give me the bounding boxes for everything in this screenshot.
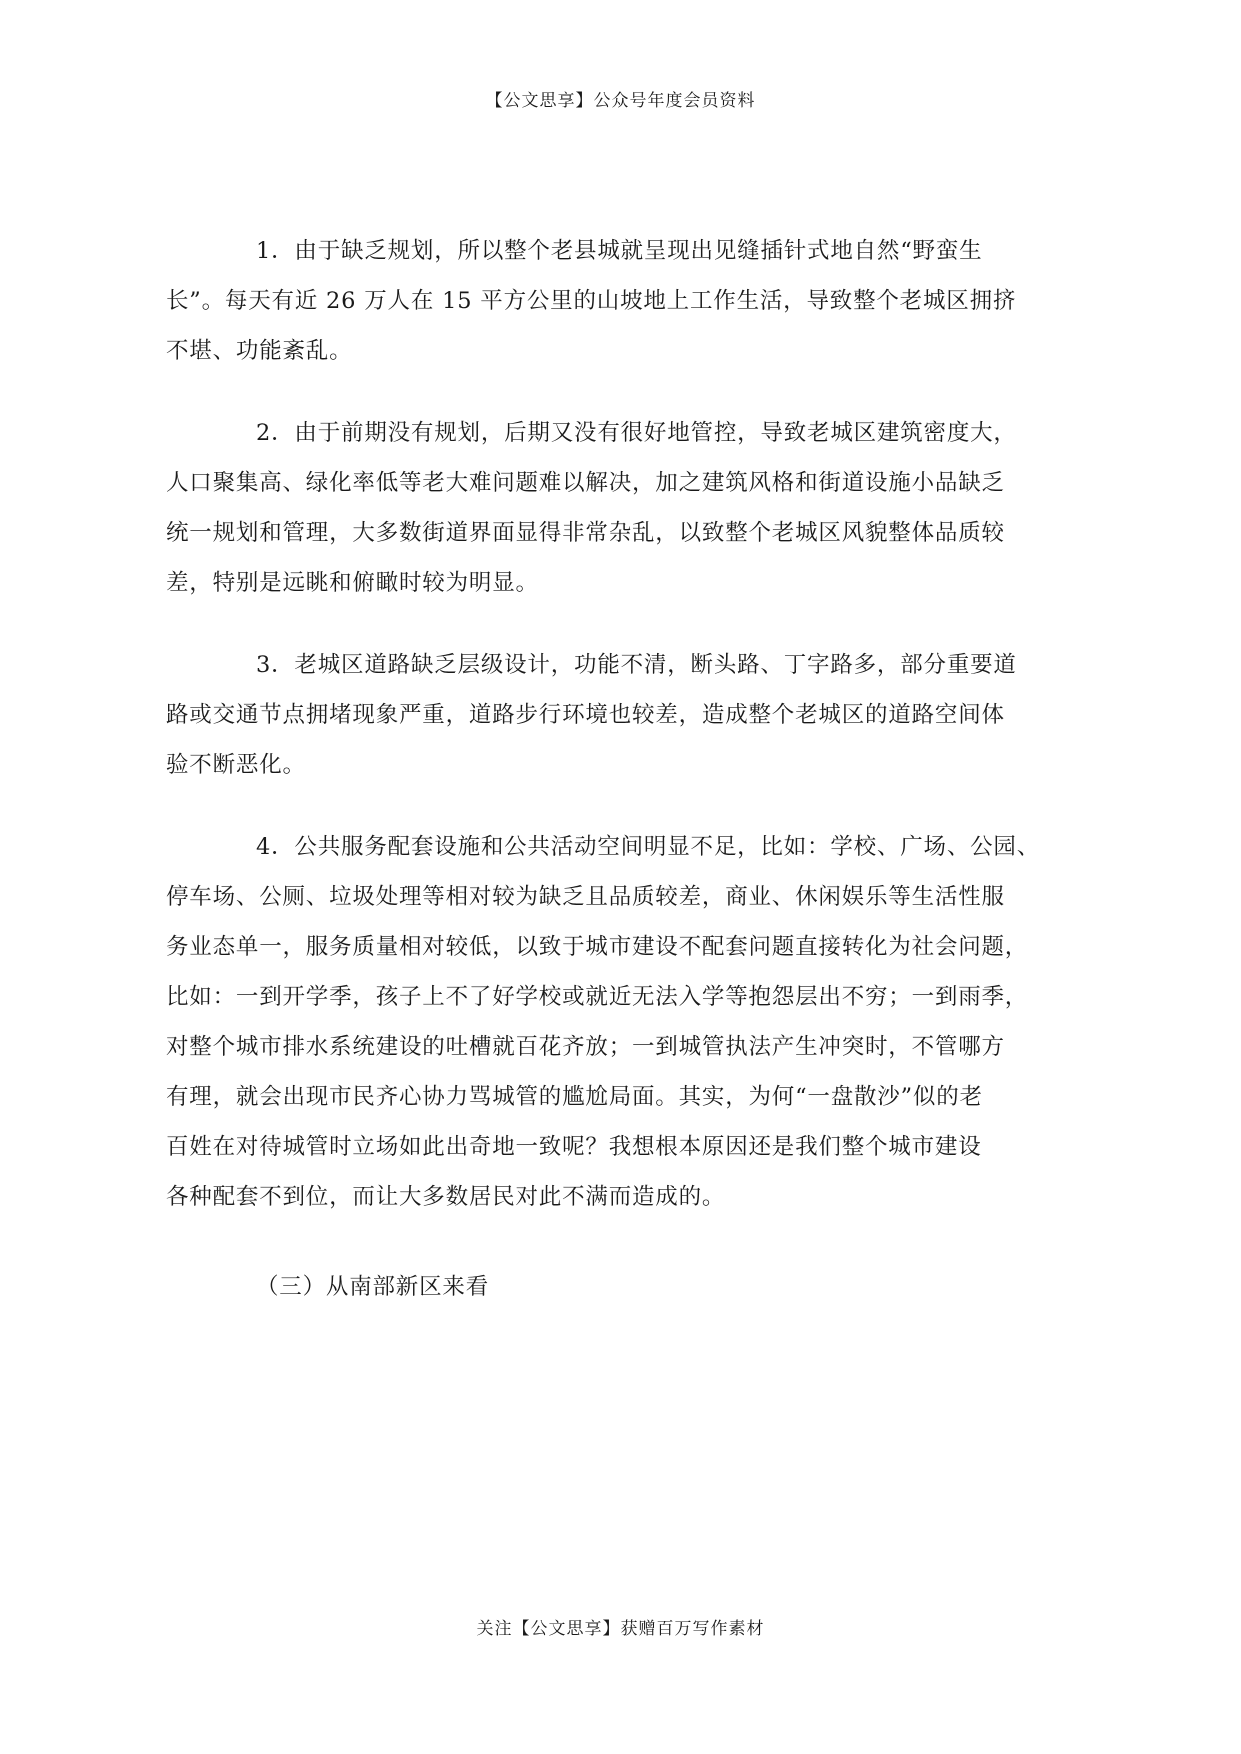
paragraph-2 [166, 408, 1086, 608]
document-body [166, 226, 1086, 1344]
paragraph-line: 差，特别是远眺和俯瞰时较为明显。 [166, 570, 539, 596]
section-heading: （三）从南部新区来看 [256, 1274, 490, 1300]
paragraph-line: 百姓在对待城管时立场如此出奇地一致呢？我想根本原因还是我们整个城市建设 [166, 1134, 982, 1160]
paragraph-line: 2．由于前期没有规划，后期又没有很好地管控，导致老城区建筑密度大， [256, 420, 1017, 446]
page-header: 【公文思享】公众号年度会员资料 [485, 91, 756, 111]
paragraph-1 [166, 226, 1086, 376]
page-footer: 关注【公文思享】获赠百万写作素材 [476, 1619, 765, 1639]
paragraph-line: 各种配套不到位，而让大多数居民对此不满而造成的。 [166, 1184, 726, 1210]
paragraph-line: 4．公共服务配套设施和公共活动空间明显不足，比如：学校、广场、公园、 [256, 834, 1041, 860]
paragraph-line: 验不断恶化。 [166, 752, 306, 778]
paragraph-line: 有理，就会出现市民齐心协力骂城管的尴尬局面。其实，为何“一盘散沙”似的老 [166, 1084, 983, 1110]
paragraph-line: 1．由于缺乏规划，所以整个老县城就呈现出见缝插针式地自然“野蛮生 [256, 238, 983, 264]
paragraph-line: 停车场、公厕、垃圾处理等相对较为缺乏且品质较差，商业、休闲娱乐等生活性服 [166, 884, 1005, 910]
paragraph-line: 统一规划和管理，大多数街道界面显得非常杂乱，以致整个老城区风貌整体品质较 [166, 520, 1005, 546]
paragraph-4 [166, 822, 1086, 1222]
paragraph-line: 对整个城市排水系统建设的吐槽就百花齐放；一到城管执法产生冲突时，不管哪方 [166, 1034, 1005, 1060]
paragraph-line: 路或交通节点拥堵现象严重，道路步行环境也较差，造成整个老城区的道路空间体 [166, 702, 1005, 728]
paragraph-line: 3．老城区道路缺乏层级设计，功能不清，断头路、丁字路多，部分重要道 [256, 652, 1017, 678]
paragraph-line: 人口聚集高、绿化率低等老大难问题难以解决，加之建筑风格和街道设施小品缺乏 [166, 470, 1005, 496]
paragraph-line: 长”。每天有近 26 万人在 15 平方公里的山坡地上工作生活，导致整个老城区拥挤 [166, 288, 1017, 314]
paragraph-line: 务业态单一，服务质量相对较低，以致于城市建设不配套问题直接转化为社会问题， [166, 934, 1029, 960]
paragraph-line: 不堪、功能紊乱。 [166, 338, 353, 364]
paragraph-line: 比如：一到开学季，孩子上不了好学校或就近无法入学等抱怨层出不穷；一到雨季， [166, 984, 1029, 1010]
paragraph-3 [166, 640, 1086, 790]
